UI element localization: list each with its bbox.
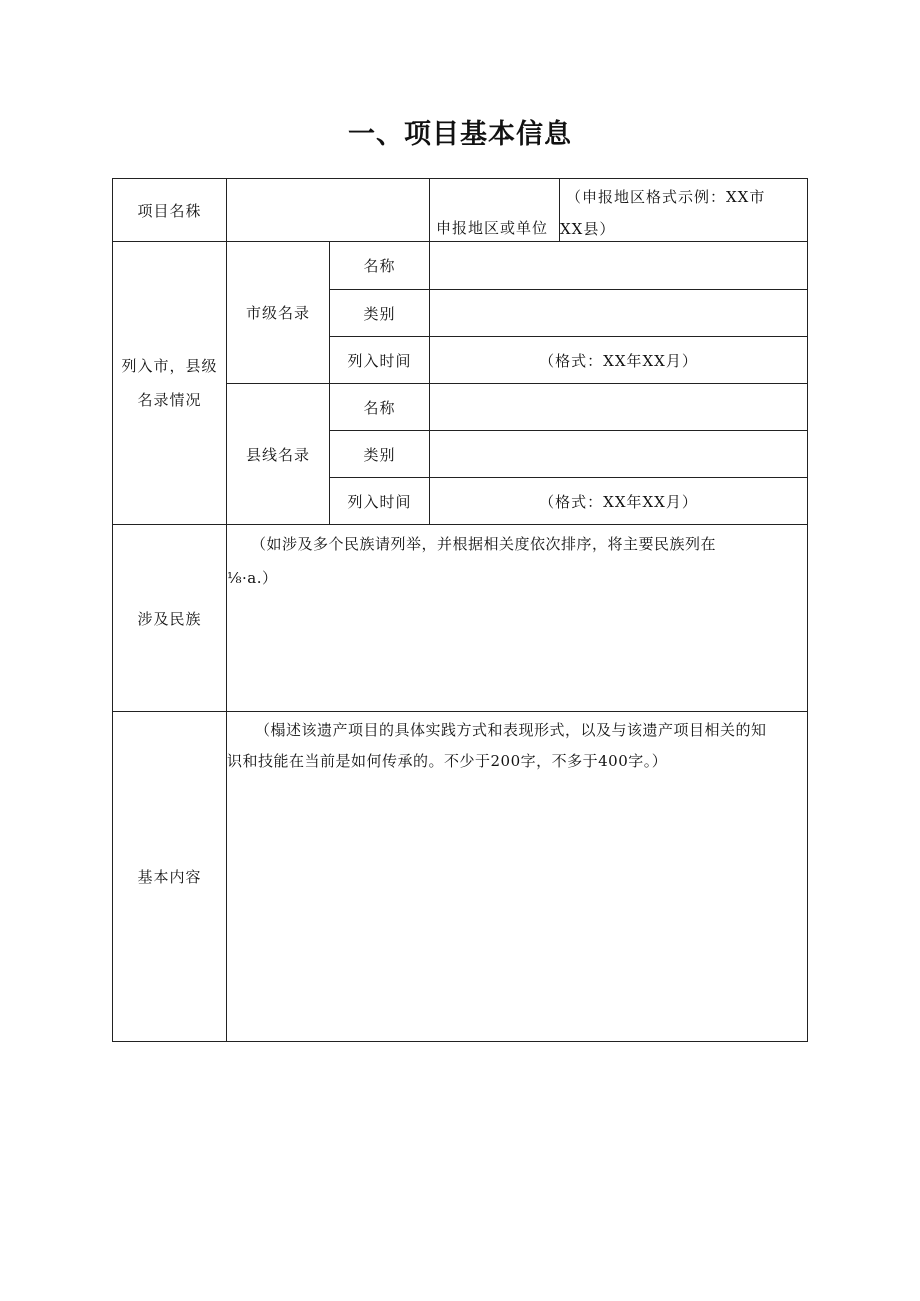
- ethnic-hint-line2: ⅛·a.）: [227, 569, 278, 587]
- city-name-field[interactable]: [429, 241, 808, 290]
- listing-label-line1: 列入市，县级: [121, 357, 218, 375]
- city-name-label-text: 名称: [363, 257, 396, 275]
- ethnic-hint-line1: （如涉及多个民族请列举，并根据相关度依次排序，将主要民族列在: [251, 535, 717, 553]
- ethnic-label-text: 涉及民族: [137, 609, 202, 628]
- content-field[interactable]: [226, 711, 808, 1042]
- county-name-field[interactable]: [429, 383, 808, 431]
- county-time-field[interactable]: [429, 477, 808, 525]
- region-hint-line2: XX县）: [560, 220, 616, 238]
- city-category-label-text: 类别: [363, 304, 396, 323]
- city-category-label: [329, 289, 430, 337]
- region-field[interactable]: [559, 178, 808, 242]
- county-time-label-text: 列入时间: [347, 492, 412, 511]
- county-listing-label: [226, 383, 330, 525]
- city-time-label: [329, 336, 430, 384]
- project-name-field[interactable]: [226, 178, 430, 242]
- city-time-hint: （格式：XX年XX月）: [539, 351, 698, 370]
- county-category-field[interactable]: [429, 430, 808, 478]
- listing-label-line2: 名录情况: [137, 391, 202, 409]
- ethnic-field[interactable]: [226, 524, 808, 712]
- city-time-label-text: 列入时间: [347, 351, 412, 370]
- region-label: 申报地区或单位: [436, 219, 549, 237]
- region-hint-line1: （申报地区格式示例：XX市: [566, 188, 766, 206]
- city-name-label: [329, 241, 430, 290]
- content-hint-line1: （榻述该遗产项目的具体实践方式和表现形式，以及与该遗产项目相关的知: [255, 721, 767, 739]
- county-name-label-text: 名称: [363, 398, 396, 417]
- county-category-label: [329, 430, 430, 478]
- content-hint-line2: 识和技能在当前是如何传承的。不少于200字，不多于400字。）: [227, 752, 668, 770]
- content-label: [112, 711, 227, 1042]
- city-listing-label: [226, 241, 330, 384]
- ethnic-label: [112, 524, 227, 712]
- county-time-hint: （格式：XX年XX月）: [539, 492, 698, 511]
- region-label-cell: [429, 178, 560, 242]
- county-category-label-text: 类别: [363, 445, 396, 464]
- page-title: 一、项目基本信息: [348, 119, 572, 150]
- city-listing-label-text: 市级名录: [245, 304, 310, 322]
- county-time-label: [329, 477, 430, 525]
- county-listing-label-text: 县线名录: [245, 445, 310, 464]
- listing-group-label: [112, 241, 227, 525]
- city-time-field[interactable]: [429, 336, 808, 384]
- project-name-label-text: 项目名秼: [137, 201, 202, 220]
- county-name-label: [329, 383, 430, 431]
- content-label-text: 基本内容: [137, 868, 202, 886]
- project-name-label: [112, 178, 227, 242]
- city-category-field[interactable]: [429, 289, 808, 337]
